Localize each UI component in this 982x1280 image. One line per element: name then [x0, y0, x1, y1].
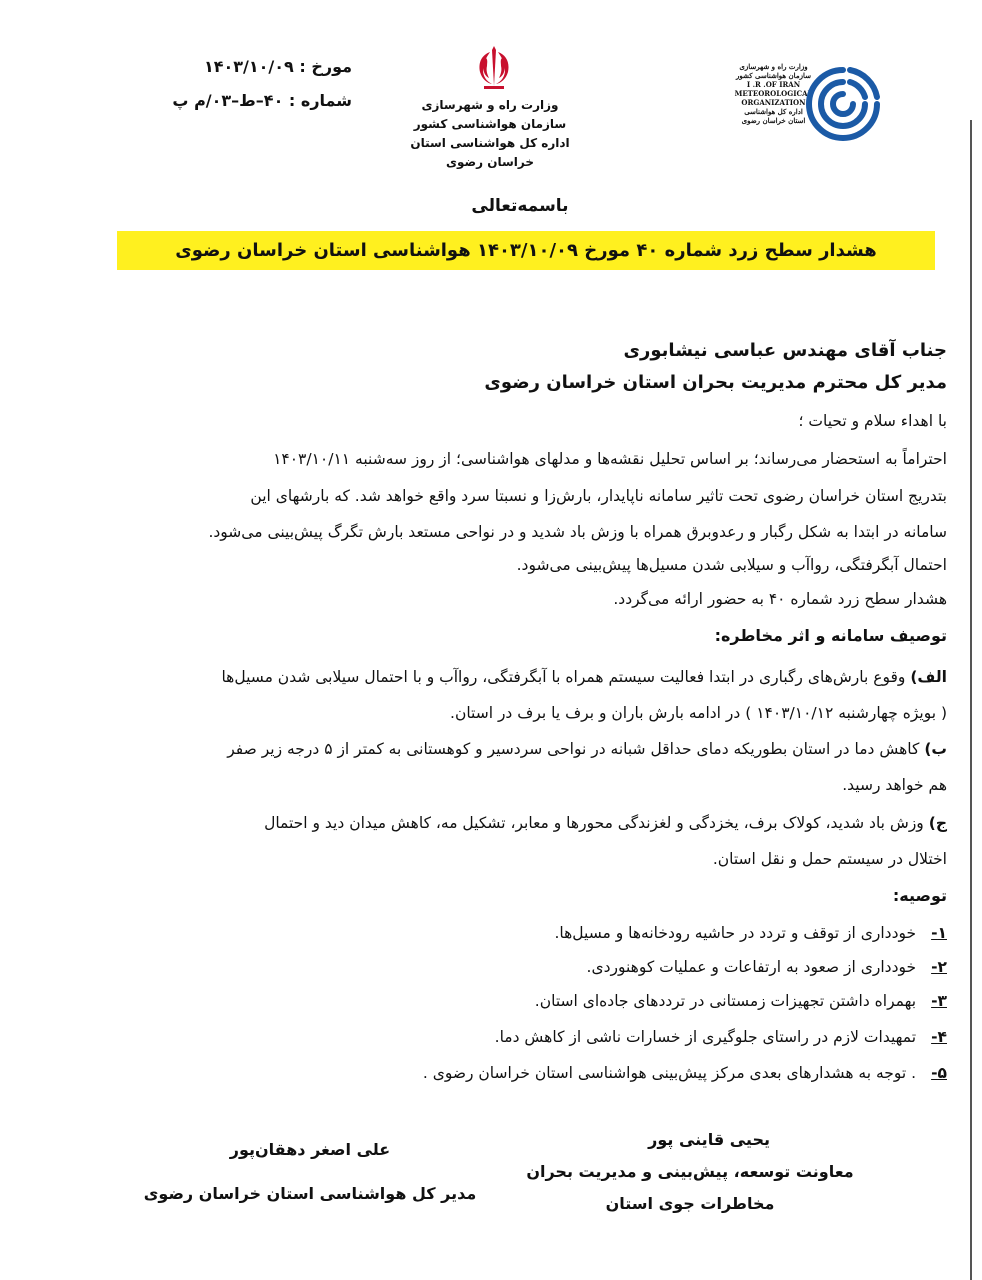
recommendation-item: [535, 992, 947, 1010]
org-line-organization: سازمان هواشناسی کشور: [413, 117, 567, 131]
rec-number: ۳-: [931, 992, 947, 1010]
signer-title: مدیر کل هواشناسی استان خراسان رضوی: [143, 1184, 477, 1203]
rec-text: خودداری از صعود به ارتفاعات و عملیات کوهنوردی.: [586, 958, 917, 976]
recommendation-item: [554, 924, 947, 942]
recommendation-item: [423, 1064, 947, 1082]
item-continuation: هم خواهد رسید.: [842, 776, 947, 794]
signer-name: علی اصغر دهقان‌پور: [229, 1140, 391, 1159]
item-text: وزش باد شدید، کولاک برف، یخزدگی و لغزندگی محورها و معابر، تشکیل مه، کاهش میدان دید و احتمال: [264, 814, 924, 832]
hazard-item-be: [227, 740, 947, 758]
signature-left: [140, 1134, 480, 1210]
rec-number: ۵-: [931, 1064, 947, 1082]
basmala: باسمه‌تعالی: [471, 196, 569, 216]
letter-meta: [132, 50, 352, 118]
item-marker: ب): [924, 740, 947, 758]
rec-text: بهمراه داشتن تجهیزات زمستانی در ترددهای جاده‌ای استان.: [534, 992, 917, 1010]
org-line-office: اداره کل هواشناسی استان خراسان رضوی: [410, 136, 570, 169]
rec-text: تمهیدات لازم در راستای جلوگیری از خسارات ناشی از کاهش دما.: [494, 1028, 917, 1046]
recommendation-item: [495, 1028, 947, 1046]
met-org-logo-text: وزارت راه و شهرسازی سازمان هواشناسی کشور I .R .OF IRAN METEOROLOGICAL ORGANIZATION اداره کل هواشناسی استان خراسان رضوی: [734, 62, 813, 125]
letter-date: مورخ : ۱۴۰۳/۱۰/۰۹: [203, 57, 352, 76]
rec-text: خودداری از توقف و تردد در حاشیه رودخانه‌ها و مسیل‌ها.: [554, 924, 917, 942]
iran-emblem-icon: [470, 44, 518, 90]
rec-number: ۴-: [931, 1028, 947, 1046]
rec-number: ۱-: [931, 924, 947, 942]
recommendation-item: [587, 958, 947, 976]
signer-title: مخاطرات جوی استان: [605, 1194, 775, 1213]
rec-text: . توجه به هشدارهای بعدی مرکز پیش‌بینی هواشناسی استان خراسان رضوی .: [422, 1064, 917, 1082]
met-org-logo-icon: [800, 62, 886, 146]
org-line-ministry: وزارت راه و شهرسازی: [421, 98, 559, 112]
page-edge-rule: [970, 120, 972, 1280]
recommend-title: توصیه:: [892, 886, 947, 905]
signer-name: یحیی قاینی پور: [648, 1130, 770, 1149]
rec-number: ۲-: [931, 958, 947, 976]
item-continuation: ( بویژه چهارشنبه ۱۴۰۳/۱۰/۱۲ ) در ادامه بارش باران و برف یا برف در استان.: [450, 704, 947, 722]
greeting: با اهداء سلام و تحیات ؛: [798, 412, 947, 430]
signature-right: [520, 1124, 860, 1220]
hazard-item-jim: [264, 814, 947, 832]
issuing-organization: [390, 96, 590, 172]
intro-line: بتدریج استان خراسان رضوی تحت تاثیر سامانه ناپایدار، بارش‌زا و نسبتا سرد واقع خواهد شد. که بارشهای این: [250, 487, 947, 505]
signer-title: معاونت توسعه، پیش‌بینی و مدیریت بحران: [526, 1162, 854, 1181]
warning-banner: هشدار سطح زرد شماره ۴۰ مورخ ۱۴۰۳/۱۰/۰۹ هواشناسی استان خراسان رضوی: [117, 231, 935, 270]
item-text: وقوع بارش‌های رگباری در ابتدا فعالیت سیستم همراه با آبگرفتگی، رواآب و با احتمال سیلابی شدن مسیل‌ها: [221, 668, 906, 686]
addressee-name: جناب آقای مهندس عباسی نیشابوری: [623, 340, 947, 361]
item-marker: ج): [928, 814, 947, 832]
hazard-item-alef: [221, 668, 947, 686]
letter-number: شماره : ۴۰–ط–۰۳/م پ: [172, 91, 352, 110]
item-marker: الف): [910, 668, 947, 686]
intro-line: هشدار سطح زرد شماره ۴۰ به حضور ارائه می‌گردد.: [613, 590, 947, 608]
item-text: کاهش دما در استان بطوریکه دمای حداقل شبانه در نواحی سردسیر و کوهستانی به کمتر از ۵ درجه زیر صفر: [227, 740, 920, 758]
intro-line: احتراماً به استحضار می‌رساند؛ بر اساس تحلیل نقشه‌ها و مدلهای هواشناسی؛ از روز سه‌شنبه ۱۴۰۳/۱۰/۱۱: [273, 450, 947, 468]
section-title: توصیف سامانه و اثر مخاطره:: [714, 626, 947, 645]
addressee-title: مدیر کل محترم مدیریت بحران استان خراسان رضوی: [484, 372, 947, 393]
item-continuation: اختلال در سیستم حمل و نقل استان.: [712, 850, 947, 868]
intro-line: سامانه در ابتدا به شکل رگبار و رعدوبرق همراه با وزش باد شدید و در نواحی مستعد بارش تگرگ پیش‌بینی می‌شود.: [208, 523, 947, 541]
intro-line: احتمال آبگرفتگی، رواآب و سیلابی شدن مسیل‌ها پیش‌بینی می‌شود.: [516, 556, 947, 574]
